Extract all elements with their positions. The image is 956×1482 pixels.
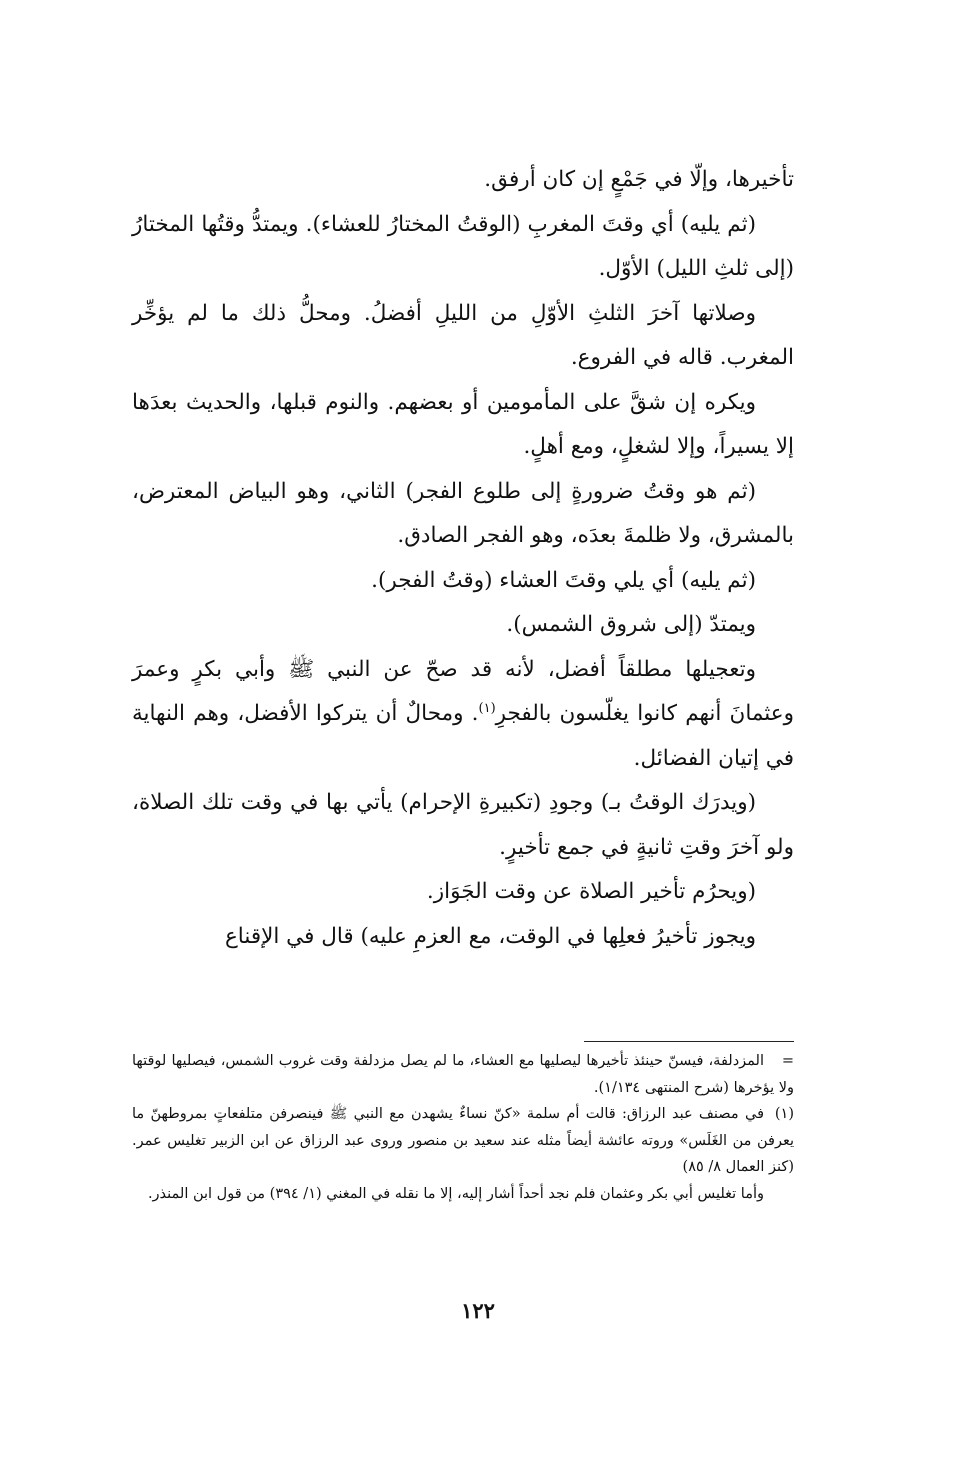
footnotes (132, 1048, 794, 1207)
paragraph: (ثم هو وقتُ ضرورةٍ إلى طلوع الفجر) الثاني، وهو البياض المعترض، بالمشرق، ولا ظلمةَ بعدَه، وهو الفجر الصادق. (132, 478, 794, 548)
paragraph: وصلاتها آخرَ الثلثِ الأوّلِ من الليلِ أفضلُ. ومحلُّ ذلك ما لم يؤخِّر المغرب. قاله في الفروع. (132, 300, 794, 370)
footnote: =المزدلفة، فيسنّ حينئذ تأخيرها ليصليها مع العشاء، ما لم يصل مزدلفة وقت غروب الشمس، فيصليها لوقتها ولا يؤخرها (شرح المنتهى ١/١٣٤). (132, 1048, 794, 1101)
paragraph: ويكره إن شقَّ على المأمومين أو بعضهم. والنوم قبلها، والحديث بعدَها إلا يسيراً، وإلا لشغلٍ، ومع أهلٍ. (132, 389, 794, 459)
footnote-separator (584, 1041, 794, 1042)
page-number: ١٢٢ (461, 1298, 495, 1323)
footnote-marker: = (781, 1053, 794, 1069)
footnote-continuation: وأما تغليس أبي بكر وعثمان فلم نجد أحداً أشار إليه، إلا ما نقله في المغني (١/ ٣٩٤) من قول ابن المنذر. (147, 1185, 764, 1202)
footnote-reference[interactable]: (١) (478, 700, 496, 716)
paragraph: ويمتدّ (إلى شروق الشمس). (506, 612, 756, 637)
paragraph: ويجوز تأخيرُ فعلِها في الوقت، مع العزمِ عليه) قال في الإقناع (224, 923, 756, 949)
footnote-marker: (١) (774, 1106, 794, 1122)
paragraph: (ثم يليه) أي وقتَ المغربِ (الوقتُ المختارُ للعشاء). ويمتدُّ وقتُها المختارُ (إلى ثلثِ الليل) الأوّل. (132, 211, 794, 281)
paragraph: وتعجيلها مطلقاً أفضل، لأنه قد صحّ عن النبي ﷺ وأبي بكرٍ وعمرَ وعثمانَ أنهم كانوا يغلّسون بالفجرِ$^{(١)}$. ومحالٌ أن يتركوا الأفضل، وهم النهاية في إتيان الفضائل. (132, 656, 794, 771)
paragraph: تأخيرها، وإلّا في جَمْعٍ إن كان أرفق. (484, 167, 794, 192)
footnote: (١)في مصنف عبد الرزاق: قالت أم سلمة «كنّ نساءٌ يشهدن مع النبي ﷺ فينصرفن متلفعاتٍ بمروطهنّ ما يعرفن من الغَلَس» وروته عائشة أيضاً مثله عند سعيد بن منصور وروى عبد الرزاق عن ابن الزبير تغليس عمر. (كنز العمال ٨/ ٨٥) (132, 1101, 794, 1181)
main-text (132, 158, 794, 959)
paragraph: (ثم يليه) أي يلي وقتَ العشاء (وقتُ الفجر). (371, 567, 756, 593)
paragraph: (ويحرُم تأخير الصلاة عن وقت الجَوَاز. (426, 879, 756, 904)
paragraph: (ويدرَك الوقتُ بـ) وجودِ (تكبيرةِ الإحرام) يأتي بها في وقت تلك الصلاة، ولو آخرَ وقتِ ثانيةٍ في جمع تأخيرٍ. (132, 790, 794, 860)
